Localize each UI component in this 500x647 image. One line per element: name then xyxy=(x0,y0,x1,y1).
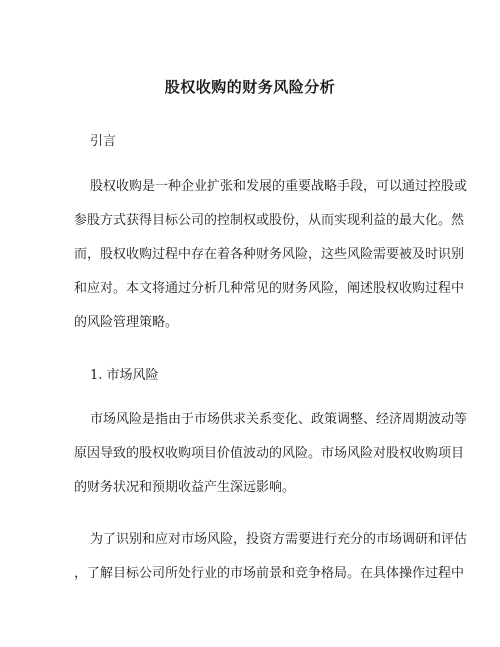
section-heading-market-risk: 1. 市场风险 xyxy=(90,368,159,383)
paragraph-line: 和应对。本文将通过分析几种常见的财务风险，阐述股权收购过程中 xyxy=(74,281,465,296)
paragraph-line: 的风险管理策略。 xyxy=(74,315,179,330)
section-heading-intro: 引言 xyxy=(90,134,117,149)
document-title: 股权收购的财务风险分析 xyxy=(164,78,336,96)
paragraph-line: 的财务状况和预期收益产生深远影响。 xyxy=(74,480,296,495)
paragraph-line: 市场风险是指由于市场供求关系变化、政策调整、经济周期波动等 xyxy=(90,412,468,427)
paragraph-line: 为了识别和应对市场风险，投资方需要进行充分的市场调研和评估 xyxy=(90,532,468,547)
paragraph-line: 原因导致的股权收购项目价值波动的风险。市场风险对股权收购项目 xyxy=(74,446,465,461)
paragraph-line: 股权收购是一种企业扩张和发展的重要战略手段，可以通过控股或 xyxy=(90,179,468,194)
paragraph-line: 参股方式获得目标公司的控制权或股份，从而实现利益的最大化。然 xyxy=(74,213,465,228)
paragraph-line: 而，股权收购过程中存在着各种财务风险，这些风险需要被及时识别 xyxy=(74,247,465,262)
paragraph-line: ，了解目标公司所处行业的市场前景和竞争格局。在具体操作过程中 xyxy=(74,566,465,581)
